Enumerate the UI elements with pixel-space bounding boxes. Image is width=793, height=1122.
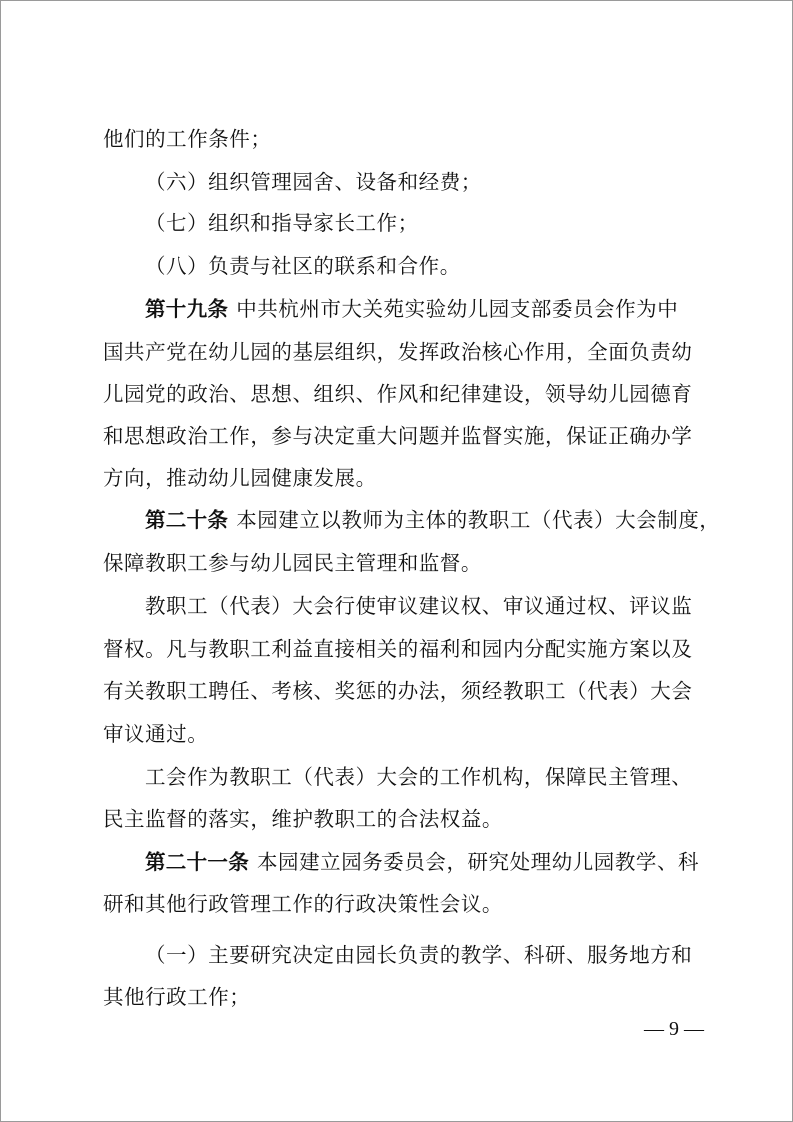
list-item: （一）主要研究决定由园长负责的教学、科研、服务地方和 (145, 943, 693, 967)
text-line: 教职工（代表）大会行使审议建议权、审议通过权、评议监 (145, 594, 693, 618)
text-line: 有关教职工聘任、考核、奖惩的办法，须经教职工（代表）大会 (103, 679, 693, 703)
text-line: 国共产党在幼儿园的基层组织，发挥政治核心作用，全面负责幼 (103, 340, 693, 364)
list-item: （八）负责与社区的联系和合作。 (145, 254, 461, 278)
text-line: 民主监督的落实，维护教职工的合法权益。 (103, 807, 503, 831)
article-heading: 第二十条 (145, 508, 229, 532)
text-line: 保障教职工参与幼儿园民主管理和监督。 (103, 551, 482, 575)
article-19-line: 第十九条 中共杭州市大关苑实验幼儿园支部委员会作为中 (145, 297, 679, 321)
text-line: 研和其他行政管理工作的行政决策性会议。 (103, 892, 503, 916)
article-20-line: 第二十条 本园建立以教师为主体的教职工（代表）大会制度， (145, 508, 721, 532)
text-line: 督权。凡与教职工利益直接相关的福利和园内分配实施方案以及 (103, 637, 693, 661)
text-line: 其他行政工作； (103, 985, 251, 1009)
list-item: （七）组织和指导家长工作； (145, 211, 419, 235)
article-heading: 第十九条 (145, 297, 229, 321)
text-line: 儿园党的政治、思想、组织、作风和纪律建设，领导幼儿园德育 (103, 382, 693, 406)
text-line: 审议通过。 (103, 722, 209, 746)
text-line: 工会作为教职工（代表）大会的工作机构，保障民主管理、 (145, 765, 693, 789)
article-heading: 第二十一条 (145, 850, 249, 874)
text-line: 方向，推动幼儿园健康发展。 (103, 466, 377, 490)
page-number: — 9 — (644, 1018, 704, 1040)
article-21-line: 第二十一条 本园建立园务委员会，研究处理幼儿园教学、科 (145, 850, 700, 874)
text-line: 和思想政治工作，参与决定重大问题并监督实施，保证正确办学 (103, 424, 693, 448)
list-item: （六）组织管理园舍、设备和经费； (145, 170, 482, 194)
text-line: 他们的工作条件； (103, 127, 272, 151)
